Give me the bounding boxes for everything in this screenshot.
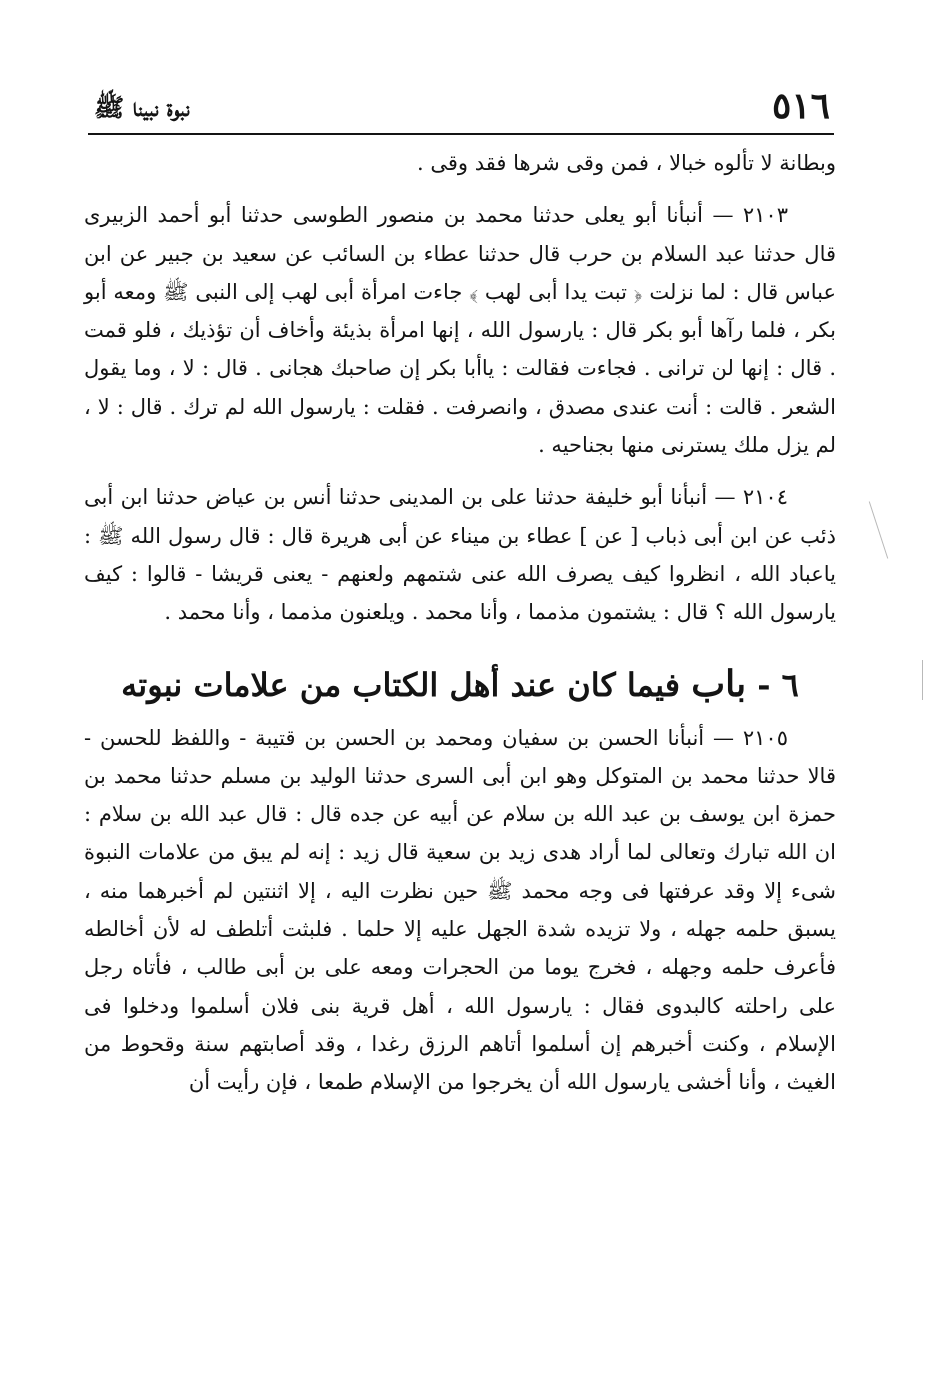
hadith-2103: ٢١٠٣ — أنبأنا أبو يعلى حدثنا محمد بن منصور الطوسى حدثنا أبو أحمد الزبيرى قال حدثنا عبد السلام بن حرب قال حدثنا عطاء بن السائب عن سعيد بن جبير عن ابن عباس قال : لما نزلت ﴿ تبت يدا أبى لهب ﴾ جاءت امرأة أبى لهب إلى النبى ﷺ ومعه أبو بكر ، فلما رآها أبو بكر قال : يارسول الله ، إنها امرأة بذيئة وأخاف أن تؤذيك ، فلو قمت . قال : إنها لن ترانى . فجاءت فقالت : ياأبا بكر إن صاحبك هجانى . قال : لا ، وما يقول الشعر . قالت : أنت عندى مصدق ، وانصرفت . فقلت : يارسول الله لم ترك . قال : لا ، لم يزل ملك يسترنى منها بجناحيه . — [84, 203, 836, 458]
hadith-2105: ٢١٠٥ — أنبأنا الحسن بن سفيان ومحمد بن الحسن بن قتيبة - واللفظ للحسن - قالا حدثنا محمد بن المتوكل وهو ابن أبى السرى حدثنا الوليد بن مسلم حدثنا محمد بن حمزة ابن يوسف بن عبد الله بن سلام عن أبيه عن جده قال : قال عبد الله بن سلام : ان الله تبارك وتعالى لما أراد هدى زيد بن سعية قال زيد : إنه لم يبق من علامات النبوة شىء إلا وقد عرفتها فى وجه محمد ﷺ حين نظرت اليه ، إلا اثنتين لم أخبرهما منه ، يسبق حلمه جهله ، ولا تزيده شدة الجهل عليه إلا حلما . فلبثت أتلطف له لأن أخالطه فأعرف حلمه وجهله ، فخرج يوما من الحجرات ومعه على بن أبى طالب ، فأتاه رجل على راحلته كالبدوى فقال : يارسول الله ، أهل قرية بنى فلان أسلموا ودخلوا فى الإسلام ، وكنت أخبرهم إن أسلموا أتاهم الرزق رغدا ، وقد أصابتهم سنة وقحوط من الغيث ، وأنا أخشى يارسول الله أن يخرجوا من الإسلام طمعا ، فإن رأيت أن — [84, 725, 837, 1095]
hadith-2104: ٢١٠٤ — أنبأنا أبو خليفة حدثنا على بن المدينى حدثنا أنس بن عياض حدثنا ابن أبى ذئب عن ابن أبى ذباب [ عن ] عطاء بن ميناء عن أبى هريرة قال : قال رسول الله ﷺ : ياعباد الله ، انظروا كيف يصرف الله عنى شتمهم ولعنهم - يعنى قريشا - قالوا : كيف يارسول الله ؟ قال : يشتمون مذمما ، وأنا محمد . ويلعنون مذمما ، وأنا محمد . — [84, 485, 836, 625]
chapter-bab-word: باب — [691, 662, 747, 705]
page-number: ٥١٦ — [771, 85, 830, 127]
chapter-title: فيما كان عند أهل الكتاب من علامات نبوته — [121, 665, 681, 704]
chapter-heading — [84, 658, 836, 711]
margin-scan-mark — [922, 660, 923, 700]
running-title: نبوة نبينا ﷺ — [94, 93, 190, 122]
page-body — [84, 144, 836, 1102]
header-rule — [88, 133, 834, 135]
paragraph-continuation: وبطانة لا تألوه خبالا ، فمن وقى شرها فقد وقى . — [417, 151, 836, 175]
page-header — [88, 84, 834, 132]
margin-scan-mark — [869, 501, 888, 558]
chapter-number: ٦ - — [757, 665, 799, 704]
